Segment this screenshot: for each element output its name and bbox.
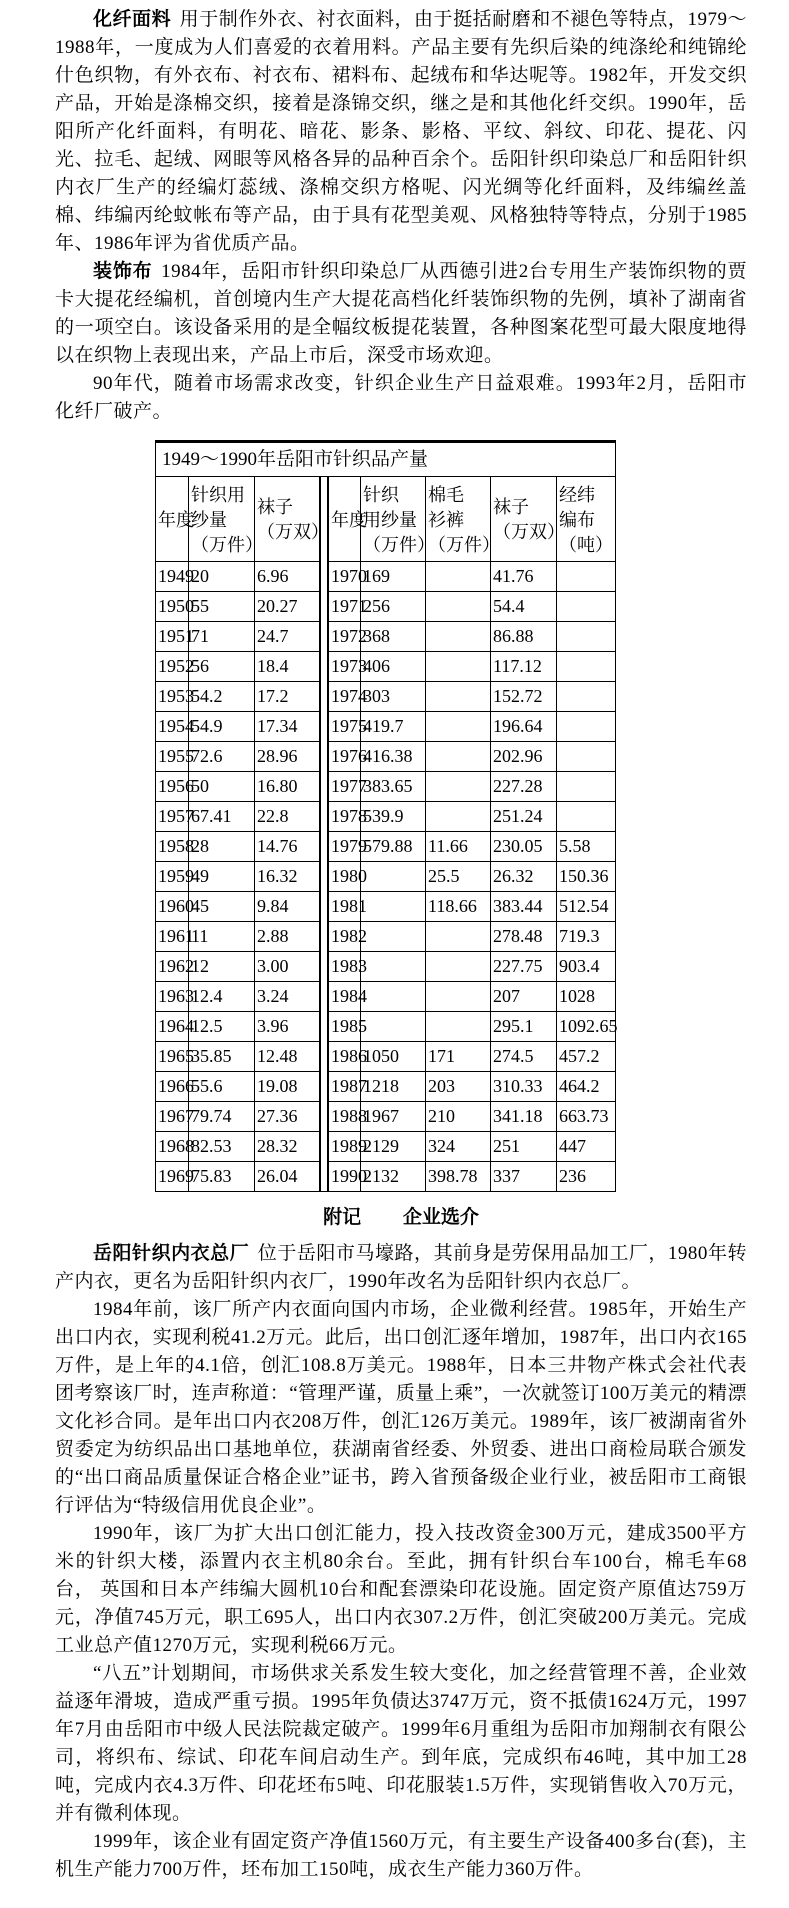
- value-cell: [426, 562, 491, 592]
- body-paragraph: “八五”计划期间，市场供求关系发生较大变化，加之经营管理不善，企业效益逐年滑坡，造成严重亏损。1995年负债达3747万元，资不抵债1624万元，1997年7月由岳阳市中级人民法院裁定破产。1999年6月重组为岳阳市加翔制衣有限公司，将织布、综试、印花车间启动生产。到年底，完成织布46吨，其中加工28吨，完成内衣4.3万件、印花坯布5吨、印花服装1.5万件，实现销售收入70万元，并有微利体现。: [55, 1663, 747, 1824]
- year-cell: 1949: [156, 562, 189, 592]
- table-header-cell: [255, 477, 329, 562]
- value-cell: 295.1: [491, 1012, 557, 1042]
- table-row: [329, 892, 616, 922]
- value-cell: 1050: [361, 1042, 426, 1072]
- value-cell: 19.08: [255, 1072, 320, 1102]
- value-cell: 171: [426, 1042, 491, 1072]
- value-cell: 3.00: [255, 952, 320, 982]
- value-cell: 3.96: [255, 1012, 320, 1042]
- value-cell: 50: [189, 772, 255, 802]
- value-cell: 27.36: [255, 1102, 320, 1132]
- value-cell: 28: [189, 832, 255, 862]
- value-cell: 22.8: [255, 802, 320, 832]
- table-row: [156, 622, 320, 652]
- value-cell: 11: [189, 922, 255, 952]
- table-row: [156, 1162, 320, 1192]
- value-cell: [426, 982, 491, 1012]
- table-row: [156, 1042, 320, 1072]
- value-cell: 20.27: [255, 592, 320, 622]
- table-row: [329, 982, 616, 1012]
- value-cell: 251: [491, 1132, 557, 1162]
- value-cell: 341.18: [491, 1102, 557, 1132]
- value-cell: 398.78: [426, 1162, 491, 1192]
- value-cell: 1967: [361, 1102, 426, 1132]
- value-cell: 663.73: [557, 1102, 616, 1132]
- value-cell: 256: [361, 592, 426, 622]
- value-cell: [426, 712, 491, 742]
- value-cell: 512.54: [557, 892, 616, 922]
- value-cell: 28.32: [255, 1132, 320, 1162]
- year-cell: 1958: [156, 832, 189, 862]
- year-cell: 1982: [329, 922, 361, 952]
- value-cell: [557, 562, 616, 592]
- year-cell: 1955: [156, 742, 189, 772]
- paragraph-lead-term: 装饰布: [93, 261, 153, 282]
- header-line: 经纬: [559, 484, 595, 505]
- table-row: [329, 712, 616, 742]
- paragraph-lead-term: 化纤面料: [93, 9, 172, 30]
- value-cell: 1028: [557, 982, 616, 1012]
- value-cell: 3.24: [255, 982, 320, 1012]
- value-cell: [557, 592, 616, 622]
- value-cell: 79.74: [189, 1102, 255, 1132]
- value-cell: 54.9: [189, 712, 255, 742]
- table-row: [329, 1012, 616, 1042]
- year-cell: 1957: [156, 802, 189, 832]
- value-cell: [361, 1012, 426, 1042]
- value-cell: 202.96: [491, 742, 557, 772]
- value-cell: 26.32: [491, 862, 557, 892]
- value-cell: 54.4: [491, 592, 557, 622]
- header-line: （万双）: [493, 522, 565, 542]
- value-cell: 17.34: [255, 712, 320, 742]
- value-cell: 118.66: [426, 892, 491, 922]
- value-cell: 12.5: [189, 1012, 255, 1042]
- value-cell: 26.04: [255, 1162, 320, 1192]
- header-line: 年度: [331, 509, 367, 530]
- value-cell: 18.4: [255, 652, 320, 682]
- value-cell: 383.65: [361, 772, 426, 802]
- value-cell: [426, 922, 491, 952]
- table-row: [156, 952, 320, 982]
- year-cell: 1953: [156, 682, 189, 712]
- year-cell: 1979: [329, 832, 361, 862]
- value-cell: 310.33: [491, 1072, 557, 1102]
- year-cell: 1952: [156, 652, 189, 682]
- year-cell: 1967: [156, 1102, 189, 1132]
- year-cell: 1987: [329, 1072, 361, 1102]
- section-heading: [55, 1204, 747, 1232]
- table-row: [156, 892, 320, 922]
- body-paragraph: 1990年，该厂为扩大出口创汇能力，投入技改资金300万元，建成3500平方米的针织大楼，添置内衣主机80余台。至此，拥有针织台车100台，棉毛车68台， 英国和日本产纬编大圆机10台和配套漂染印花设施。固定资产原值达759万元，净值745万元，职工695人，出口内衣307.2万件，创汇突破200万美元。完成工业总产值1270万元，实现利税66万元。: [55, 1523, 747, 1656]
- value-cell: [361, 892, 426, 922]
- value-cell: 12: [189, 952, 255, 982]
- header-line: （万双）: [257, 522, 329, 542]
- year-cell: 1981: [329, 892, 361, 922]
- table-row: [329, 952, 616, 982]
- value-cell: 25.5: [426, 862, 491, 892]
- table-header-row: [329, 477, 616, 562]
- value-cell: 49: [189, 862, 255, 892]
- paragraph-lead-term: 岳阳针织内衣总厂: [93, 1243, 250, 1264]
- value-cell: 16.80: [255, 772, 320, 802]
- table-row: [156, 682, 320, 712]
- value-cell: 45: [189, 892, 255, 922]
- value-cell: 230.05: [491, 832, 557, 862]
- value-cell: 17.2: [255, 682, 320, 712]
- table-row: [329, 922, 616, 952]
- value-cell: 14.76: [255, 832, 320, 862]
- value-cell: 9.84: [255, 892, 320, 922]
- value-cell: [557, 772, 616, 802]
- table-title: 1949～1990年岳阳市针织品产量: [155, 443, 616, 476]
- header-line: 用纱量: [363, 509, 417, 530]
- value-cell: 11.66: [426, 832, 491, 862]
- intro-section: [55, 6, 747, 426]
- header-line: （万件）: [191, 534, 263, 555]
- year-cell: 1978: [329, 802, 361, 832]
- value-cell: 447: [557, 1132, 616, 1162]
- value-cell: 71: [189, 622, 255, 652]
- value-cell: 457.2: [557, 1042, 616, 1072]
- year-cell: 1966: [156, 1072, 189, 1102]
- value-cell: 16.32: [255, 862, 320, 892]
- section-heading-title: 企业选介: [402, 1207, 479, 1228]
- value-cell: 55: [189, 592, 255, 622]
- value-cell: 207: [491, 982, 557, 1012]
- value-cell: 196.64: [491, 712, 557, 742]
- table-header-cell: [361, 477, 435, 562]
- year-cell: 1970: [329, 562, 361, 592]
- value-cell: [426, 1012, 491, 1042]
- value-cell: 337: [491, 1162, 557, 1192]
- table-row: [156, 562, 320, 592]
- value-cell: [557, 742, 616, 772]
- value-cell: 464.2: [557, 1072, 616, 1102]
- value-cell: 72.6: [189, 742, 255, 772]
- value-cell: 227.28: [491, 772, 557, 802]
- header-line: 年度: [158, 509, 194, 530]
- year-cell: 1972: [329, 622, 361, 652]
- value-cell: 55.6: [189, 1072, 255, 1102]
- value-cell: 41.76: [491, 562, 557, 592]
- year-cell: 1980: [329, 862, 361, 892]
- table-row: [156, 772, 320, 802]
- value-cell: 1218: [361, 1072, 426, 1102]
- year-cell: 1956: [156, 772, 189, 802]
- table-row: [329, 772, 616, 802]
- value-cell: 20: [189, 562, 255, 592]
- value-cell: [426, 622, 491, 652]
- value-cell: 152.72: [491, 682, 557, 712]
- value-cell: [361, 982, 426, 1012]
- header-line: （万件）: [428, 534, 500, 555]
- body-paragraph: 岳阳针织内衣总厂 位于岳阳市马壕路，其前身是劳保用品加工厂，1980年转产内衣，更名为岳阳针织内衣厂，1990年改名为岳阳针织内衣总厂。: [55, 1243, 747, 1292]
- value-cell: 5.58: [557, 832, 616, 862]
- value-cell: 303: [361, 682, 426, 712]
- year-cell: 1973: [329, 652, 361, 682]
- year-cell: 1984: [329, 982, 361, 1012]
- table-row: [329, 832, 616, 862]
- table-row: [156, 982, 320, 1012]
- table-header-cell: [329, 477, 367, 562]
- production-table: [155, 440, 616, 1192]
- year-cell: 1985: [329, 1012, 361, 1042]
- value-cell: 539.9: [361, 802, 426, 832]
- value-cell: [361, 922, 426, 952]
- value-cell: 86.88: [491, 622, 557, 652]
- value-cell: [426, 952, 491, 982]
- year-cell: 1965: [156, 1042, 189, 1072]
- value-cell: 579.88: [361, 832, 426, 862]
- table-header-cell: [426, 477, 500, 562]
- value-cell: 719.3: [557, 922, 616, 952]
- year-cell: 1969: [156, 1162, 189, 1192]
- table-row: [329, 682, 616, 712]
- table-row: [329, 862, 616, 892]
- body-paragraph: 1999年，该企业有固定资产净值1560万元，有主要生产设备400多台(套)，主机生产能力700万件，坯布加工150吨，成衣生产能力360万件。: [55, 1831, 747, 1880]
- value-cell: 419.7: [361, 712, 426, 742]
- header-line: 编布: [559, 509, 595, 530]
- section-heading-label: 附记: [323, 1207, 362, 1228]
- header-line: 袜子: [257, 497, 293, 517]
- table-row: [156, 712, 320, 742]
- value-cell: 12.48: [255, 1042, 320, 1072]
- value-cell: 406: [361, 652, 426, 682]
- year-cell: 1977: [329, 772, 361, 802]
- value-cell: 56: [189, 652, 255, 682]
- value-cell: 2129: [361, 1132, 426, 1162]
- value-cell: [557, 712, 616, 742]
- value-cell: 12.4: [189, 982, 255, 1012]
- table-row: [156, 1102, 320, 1132]
- table-row: [329, 1042, 616, 1072]
- table-column-gap: [320, 476, 328, 1192]
- table-row: [156, 802, 320, 832]
- table-row: [329, 1132, 616, 1162]
- year-cell: 1968: [156, 1132, 189, 1162]
- value-cell: 324: [426, 1132, 491, 1162]
- body-paragraph: 装饰布 1984年，岳阳市针织印染总厂从西德引进2台专用生产装饰织物的贾卡大提花经编机，首创境内生产大提花高档化纤装饰织物的先例，填补了湖南省的一项空白。该设备采用的是全幅纹板提花装置，各种图案花型可最大限度地得以在织物上表现出来，产品上市后，深受市场欢迎。: [55, 261, 747, 366]
- year-cell: 1986: [329, 1042, 361, 1072]
- value-cell: [426, 682, 491, 712]
- table-row: [156, 1132, 320, 1162]
- table-header-cell: [189, 477, 263, 562]
- appendix-section: [55, 1240, 747, 1884]
- table-row: [329, 802, 616, 832]
- table-row: [156, 832, 320, 862]
- year-cell: 1959: [156, 862, 189, 892]
- table-header-cell: [557, 477, 616, 562]
- value-cell: 150.36: [557, 862, 616, 892]
- header-line: （万件）: [363, 534, 435, 555]
- value-cell: [426, 802, 491, 832]
- year-cell: 1975: [329, 712, 361, 742]
- value-cell: [426, 772, 491, 802]
- table-row: [156, 922, 320, 952]
- table-row: [156, 862, 320, 892]
- value-cell: 2.88: [255, 922, 320, 952]
- value-cell: [557, 802, 616, 832]
- body-paragraph: 化纤面料 用于制作外衣、衬衣面料，由于挺括耐磨和不褪色等特点，1979～1988年，一度成为人们喜爱的衣着用料。产品主要有先织后染的纯涤纶和纯锦纶什色织物，有外衣布、衬衣布、裙料布、起绒布和华达呢等。1982年，开发交织产品，开始是涤棉交织，接着是涤锦交织，继之是和其他化纤交织。1990年，岳阳所产化纤面料，有明花、暗花、影条、影格、平纹、斜纹、印花、提花、闪光、拉毛、起绒、网眼等风格各异的品种百余个。岳阳针织印染总厂和岳阳针织内衣厂生产的经编灯蕊绒、涤棉交织方格呢、闪光绸等化纤面料，及纬编丝盖棉、纬编丙纶蚊帐布等产品，由于具有花型美观、风格独特等特点，分别于1985年、1986年评为省优质产品。: [55, 9, 747, 254]
- value-cell: 368: [361, 622, 426, 652]
- value-cell: 278.48: [491, 922, 557, 952]
- value-cell: [557, 622, 616, 652]
- year-cell: 1988: [329, 1102, 361, 1132]
- year-cell: 1971: [329, 592, 361, 622]
- table-row: [156, 592, 320, 622]
- value-cell: [426, 652, 491, 682]
- body-paragraph: 90年代，随着市场需求改变，针织企业生产日益艰难。1993年2月，岳阳市化纤厂破产。: [55, 373, 747, 422]
- value-cell: 236: [557, 1162, 616, 1192]
- table-row: [329, 742, 616, 772]
- value-cell: 28.96: [255, 742, 320, 772]
- value-cell: 67.41: [189, 802, 255, 832]
- table-row: [329, 592, 616, 622]
- value-cell: [426, 742, 491, 772]
- value-cell: 210: [426, 1102, 491, 1132]
- table-row: [329, 1102, 616, 1132]
- value-cell: 203: [426, 1072, 491, 1102]
- year-cell: 1951: [156, 622, 189, 652]
- value-cell: 227.75: [491, 952, 557, 982]
- year-cell: 1964: [156, 1012, 189, 1042]
- body-paragraph: 1984年前，该厂所产内衣面向国内市场，企业微利经营。1985年，开始生产出口内衣，实现利税41.2万元。此后，出口创汇逐年增加，1987年，出口内衣165万件，是上年的4.1倍，创汇108.8万美元。1988年，日本三井物产株式会社代表团考察该厂时，连声称道：“管理严谨，质量上乘”，一次就签订100万美元的精漂文化衫合同。是年出口内衣208万件，创汇126万美元。1989年，该厂被湖南省外贸委定为纺织品出口基地单位，获湖南省经委、外贸委、进出口商检局联合颁发的“出口商品质量保证合格企业”证书，跨入省预备级企业行业，被岳阳市工商银行评估为“特级信用优良企业”。: [55, 1299, 747, 1516]
- year-cell: 1960: [156, 892, 189, 922]
- value-cell: 251.24: [491, 802, 557, 832]
- value-cell: 54.2: [189, 682, 255, 712]
- value-cell: 903.4: [557, 952, 616, 982]
- table-row: [329, 1162, 616, 1192]
- header-line: 衫裤: [428, 509, 464, 530]
- value-cell: 75.83: [189, 1162, 255, 1192]
- year-cell: 1983: [329, 952, 361, 982]
- value-cell: [426, 592, 491, 622]
- header-line: 针织: [363, 484, 399, 505]
- table-row: [329, 652, 616, 682]
- year-cell: 1963: [156, 982, 189, 1012]
- table-row: [329, 622, 616, 652]
- value-cell: 35.85: [189, 1042, 255, 1072]
- table-row: [156, 1012, 320, 1042]
- table-row: [156, 652, 320, 682]
- year-cell: 1976: [329, 742, 361, 772]
- value-cell: 2132: [361, 1162, 426, 1192]
- table-row: [329, 1072, 616, 1102]
- header-line: 棉毛: [428, 484, 464, 505]
- year-cell: 1974: [329, 682, 361, 712]
- table-row: [156, 742, 320, 772]
- value-cell: 169: [361, 562, 426, 592]
- table-row: [329, 562, 616, 592]
- header-line: 袜子: [493, 497, 529, 517]
- table-header-cell: [491, 477, 565, 562]
- header-line: （吨）: [559, 534, 613, 555]
- table-row: [156, 1072, 320, 1102]
- year-cell: 1950: [156, 592, 189, 622]
- header-line: 针织用: [191, 484, 245, 505]
- value-cell: 82.53: [189, 1132, 255, 1162]
- table-left-half: [155, 476, 329, 1192]
- value-cell: 383.44: [491, 892, 557, 922]
- table-right-half: [328, 476, 616, 1192]
- value-cell: 117.12: [491, 652, 557, 682]
- year-cell: 1961: [156, 922, 189, 952]
- year-cell: 1962: [156, 952, 189, 982]
- header-line: 纱量: [191, 509, 227, 530]
- year-cell: 1989: [329, 1132, 361, 1162]
- value-cell: 6.96: [255, 562, 320, 592]
- value-cell: 24.7: [255, 622, 320, 652]
- table-header-row: [156, 477, 320, 562]
- value-cell: [361, 862, 426, 892]
- value-cell: [557, 682, 616, 712]
- value-cell: [557, 652, 616, 682]
- table-halves: [155, 476, 616, 1192]
- table-header-cell: [156, 477, 194, 562]
- value-cell: 416.38: [361, 742, 426, 772]
- value-cell: 1092.65: [557, 1012, 616, 1042]
- value-cell: [361, 952, 426, 982]
- year-cell: 1954: [156, 712, 189, 742]
- year-cell: 1990: [329, 1162, 361, 1192]
- value-cell: 274.5: [491, 1042, 557, 1072]
